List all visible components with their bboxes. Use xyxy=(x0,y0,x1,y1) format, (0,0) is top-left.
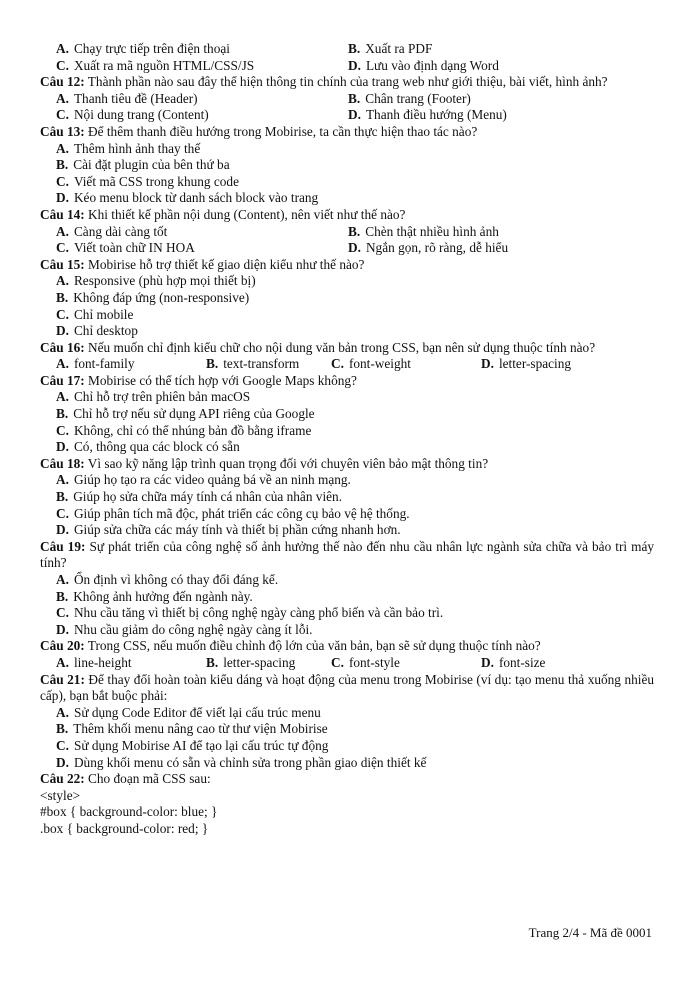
question-stem: Câu 16: Nếu muốn chỉ định kiểu chữ cho nội dung văn bản trong CSS, bạn nên sử dụng thuộc tính nào? xyxy=(40,339,596,355)
option-d: D. Nhu cầu giảm do công nghệ ngày càng ít lỗi. xyxy=(56,621,313,637)
question-stem: Câu 20: Trong CSS, nếu muốn điều chỉnh độ lớn của văn bản, bạn sẽ sử dụng thuộc tính nào? xyxy=(40,638,541,654)
question-12 xyxy=(40,74,654,124)
option-b: B. Chỉ hỗ trợ nếu sử dụng API riêng của Google xyxy=(56,406,315,422)
option-a: A. Responsive (phù hợp mọi thiết bị) xyxy=(56,273,256,289)
question-stem: Câu 18: Vì sao kỹ năng lập trình quan trọng đối với chuyên viên bảo mật thông tin? xyxy=(40,455,489,471)
option-a: A. Ổn định vì không có thay đổi đáng kể. xyxy=(56,572,279,587)
option-a: A. line-height xyxy=(56,654,132,670)
question-15 xyxy=(40,257,654,340)
question-13 xyxy=(40,124,654,207)
option-b: B. Không ảnh hưởng đến ngành này. xyxy=(56,588,253,604)
option-c: C. Không, chỉ có thể nhúng bản đồ bằng iframe xyxy=(56,422,312,438)
question-stem: Câu 17: Mobirise có thể tích hợp với Google Maps không? xyxy=(40,372,357,388)
option-c: C. Giúp phân tích mã độc, phát triển các công cụ bảo vệ hệ thống. xyxy=(56,505,410,521)
option-a: A. Càng dài càng tốt xyxy=(56,223,168,239)
question-11-options xyxy=(40,41,654,74)
option-b: B. Chèn thật nhiều hình ảnh xyxy=(348,223,499,239)
question-options xyxy=(40,572,654,638)
question-14 xyxy=(40,207,654,257)
question-stem: Câu 21: Để thay đổi hoàn toàn kiểu dáng và hoạt động của menu trong Mobirise (ví dụ: tạo menu thả xuống nhiều cấp), bạn bắt buộc phải: xyxy=(40,671,654,704)
option-d: D. Ngắn gọn, rõ ràng, dễ hiểu xyxy=(348,240,509,256)
option-a: A. font-family xyxy=(56,356,135,372)
option-c: C. Viết toàn chữ IN HOA xyxy=(56,240,195,256)
question-options xyxy=(40,655,654,672)
question-17 xyxy=(40,373,654,456)
option-a: A. Chỉ hỗ trợ trên phiên bản macOS xyxy=(56,389,251,405)
option-b: B. text-transform xyxy=(206,356,300,372)
option-b: B. Xuất ra PDF xyxy=(348,41,433,56)
option-b: B. Giúp họ sửa chữa máy tính cá nhân của nhân viên. xyxy=(56,489,343,505)
question-options xyxy=(40,273,654,339)
question-16 xyxy=(40,340,654,373)
option-c: C. font-weight xyxy=(331,356,411,372)
page-footer: Trang 2/4 - Mã đề 0001 xyxy=(528,925,652,940)
question-19 xyxy=(40,539,654,639)
option-d: D. font-size xyxy=(481,654,546,670)
option-d: D. Chỉ desktop xyxy=(56,323,138,339)
question-stem: Câu 14: Khi thiết kế phần nội dung (Content), nên viết như thế nào? xyxy=(40,206,406,222)
option-b: B. Không đáp ứng (non-responsive) xyxy=(56,289,250,305)
code-line: .box { background-color: red; } xyxy=(40,820,209,836)
option-c: C. Nhu cầu tăng vì thiết bị công nghệ ngày càng phổ biến và cần bảo trì. xyxy=(56,605,444,621)
option-a: A. Thêm hình ảnh thay thế xyxy=(56,140,201,156)
question-options xyxy=(40,472,654,538)
option-c: C. Chỉ mobile xyxy=(56,306,134,322)
option-c: C. Sử dụng Mobirise AI để tạo lại cấu trúc tự động xyxy=(56,737,329,753)
option-d: D. Có, thông qua các block có sẵn xyxy=(56,439,240,455)
option-c: C. Viết mã CSS trong khung code xyxy=(56,173,239,189)
question-options xyxy=(40,91,654,124)
question-stem: Câu 12: Thành phần nào sau đây thể hiện thông tin chính của trang web như giới thiệu, bài viết, hình ảnh? xyxy=(40,74,608,90)
option-b: B. letter-spacing xyxy=(206,654,296,670)
option-d: D. Lưu vào định dạng Word xyxy=(348,57,499,73)
option-d: D. Giúp sửa chữa các máy tính và thiết bị phần cứng nhanh hơn. xyxy=(56,522,401,538)
question-stem: Câu 13: Để thêm thanh điều hướng trong Mobirise, ta cần thực hiện thao tác nào? xyxy=(40,123,478,139)
option-d: D. letter-spacing xyxy=(481,356,572,372)
question-options xyxy=(40,141,654,207)
code-line: <style> xyxy=(40,787,81,803)
question-stem: Câu 15: Mobirise hỗ trợ thiết kế giao diện kiểu như thế nào? xyxy=(40,256,365,272)
question-options xyxy=(40,356,654,373)
option-a: A. Giúp họ tạo ra các video quảng bá về an ninh mạng. xyxy=(56,472,351,488)
question-options xyxy=(40,224,654,257)
option-b: B. Cài đặt plugin của bên thứ ba xyxy=(56,157,230,173)
code-line: #box { background-color: blue; } xyxy=(40,804,218,820)
option-d: D. Kéo menu block từ danh sách block vào trang xyxy=(56,190,319,206)
question-options xyxy=(40,705,654,771)
option-b: B. Chân trang (Footer) xyxy=(348,90,471,106)
question-20 xyxy=(40,638,654,671)
option-b: B. Thêm khối menu nâng cao từ thư viện Mobirise xyxy=(56,721,328,737)
option-c: C. Xuất ra mã nguồn HTML/CSS/JS xyxy=(56,57,255,73)
question-options xyxy=(40,389,654,455)
option-d: D. Thanh điều hướng (Menu) xyxy=(348,107,507,123)
question-18 xyxy=(40,456,654,539)
question-22 xyxy=(40,771,654,837)
option-a: A. Sử dụng Code Editor để viết lại cấu trúc menu xyxy=(56,704,321,720)
option-d: D. Dùng khối menu có sẵn và chỉnh sửa trong phần giao diện thiết kế xyxy=(56,754,427,770)
question-21 xyxy=(40,672,654,772)
question-stem: Câu 22: Cho đoạn mã CSS sau: xyxy=(40,771,211,787)
option-c: C. Nội dung trang (Content) xyxy=(56,107,209,123)
option-a: A. Thanh tiêu đề (Header) xyxy=(56,90,198,106)
question-stem: Câu 19: Sự phát triển của công nghệ số ảnh hưởng thế nào đến nhu cầu nhân lực ngành sửa chữa và bảo trì máy tính? xyxy=(40,538,654,571)
option-a: A. Chạy trực tiếp trên điện thoại xyxy=(56,41,230,56)
option-c: C. font-style xyxy=(331,654,400,670)
exam-page xyxy=(40,41,654,838)
